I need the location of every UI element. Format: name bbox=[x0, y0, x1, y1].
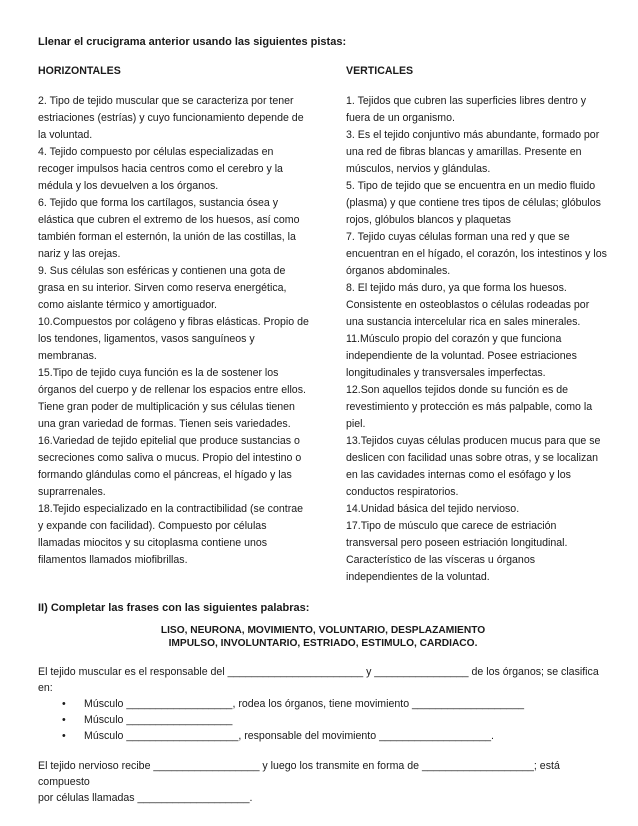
word-bank bbox=[38, 624, 608, 650]
horizontal-clue: 6. Tejido que forma los cartílagos, sustancia ósea y elástica que cubren el extremo de los huesos, así como también forman el esternón, la unión de las costillas, la nariz y las orejas. bbox=[38, 197, 300, 260]
word-bank-line: IMPULSO, INVOLUNTARIO, ESTRIADO, ESTIMULO, CARDIACO. bbox=[168, 638, 478, 649]
word-bank-line: LISO, NEURONA, MOVIMIENTO, VOLUNTARIO, DESPLAZAMIENTO bbox=[160, 625, 486, 636]
paragraph-line: El tejido muscular es el responsable del _______________________ y ________________ de los órganos; se clasifica bbox=[38, 666, 599, 678]
horizontal-clues-column bbox=[38, 63, 310, 586]
horizontal-clue: 16.Variedad de tejido epitelial que produce sustancias o secreciones como saliva o mucus. Propio del intestino o formando glándulas como el páncreas, el hígado y las suprarrenales. bbox=[38, 435, 302, 498]
paragraph-line: en: bbox=[38, 682, 53, 694]
vertical-clue: 17.Tipo de músculo que carece de estriación transversal pero poseen estriación longitudinal. Característico de las vísceras u órganos independientes de la voluntad. bbox=[346, 520, 568, 583]
muscle-types-list bbox=[38, 696, 608, 744]
vertical-clue: 13.Tejidos cuyas células producen mucus para que se deslicen con facilidad unas sobre otras, y se localizan en las cavidades internas como el esófago y los conductos respiratorios. bbox=[346, 435, 601, 498]
horizontal-clue: 9. Sus células son esféricas y contienen una gota de grasa en su interior. Sirven como reserva energética, como aislante térmico y amortiguador. bbox=[38, 265, 287, 311]
vertical-clue: 14.Unidad básica del tejido nervioso. bbox=[346, 503, 520, 515]
vertical-clues-column bbox=[346, 63, 608, 586]
vertical-clue: 3. Es el tejido conjuntivo más abundante, formado por una red de fibras blancas y amarillas. Presente en músculos, nervios y glándulas. bbox=[346, 129, 600, 175]
list-item: • Músculo __________________, rodea los órganos, tiene movimiento ___________________ bbox=[84, 696, 608, 712]
horizontal-clue: 18.Tejido especializado en la contractibilidad (se contrae y expande con facilidad). Compuesto por células llamadas miocitos y su citoplasma contiene unos filamentos llamados miofibrillas. bbox=[38, 503, 304, 566]
horizontal-clue: 15.Tipo de tejido cuya función es la de sostener los órganos del cuerpo y de rellenar los espacios entre ellos. Tiene gran poder de multiplicación y sus células tienen una gran variedad de formas. Tienen seis variedades. bbox=[38, 367, 306, 430]
clue-columns bbox=[38, 63, 608, 586]
section2-heading: II) Completar las frases con las siguientes palabras: bbox=[38, 602, 310, 614]
worksheet-page bbox=[38, 36, 608, 806]
vertical-clue: 5. Tipo de tejido que se encuentra en un medio fluido (plasma) y que contiene tres tipos de células; glóbulos rojos, glóbulos blancos y plaquetas bbox=[346, 180, 601, 226]
list-item: • Músculo __________________ bbox=[84, 712, 608, 728]
horizontal-title: HORIZONTALES bbox=[38, 65, 121, 77]
vertical-clue: 12.Son aquellos tejidos donde su función es de revestimiento y protección es más palpable, como la piel. bbox=[346, 384, 593, 430]
list-item: • Músculo ___________________, responsable del movimiento ___________________. bbox=[84, 728, 608, 744]
paragraph-line: El tejido nervioso recibe __________________ y luego los transmite en forma de ___________________; está compuesto bbox=[38, 760, 560, 788]
horizontal-clue: 2. Tipo de tejido muscular que se caracteriza por tener estriaciones (estrías) y cuyo funcionamiento depende de la voluntad. bbox=[38, 95, 304, 141]
horizontal-clue: 4. Tejido compuesto por células especializadas en recoger impulsos hacia centros como el cerebro y la médula y los devuelven a los órganos. bbox=[38, 146, 283, 192]
vertical-clue: 1. Tejidos que cubren las superficies libres dentro y fuera de un organismo. bbox=[346, 95, 587, 124]
horizontal-clue: 10.Compuestos por colágeno y fibras elásticas. Propio de los tendones, ligamentos, vasos sanguíneos y membranas. bbox=[38, 316, 309, 362]
vertical-clue: 11.Músculo propio del corazón y que funciona independiente de la voluntad. Posee estriaciones longitudinales y transversales imperfectas. bbox=[346, 333, 577, 379]
vertical-title: VERTICALES bbox=[346, 65, 414, 77]
vertical-clue: 8. El tejido más duro, ya que forma los huesos. Consistente en osteoblastos o células rodeadas por una sustancia intercelular rica en sales minerales. bbox=[346, 282, 590, 328]
paragraph-nervioso bbox=[38, 758, 608, 806]
vertical-clue: 7. Tejido cuyas células forman una red y que se encuentran en el hígado, el corazón, los intestinos y los órganos abdominales. bbox=[346, 231, 607, 277]
paragraph-line: por células llamadas ___________________. bbox=[38, 792, 253, 804]
section1-heading: Llenar el crucigrama anterior usando las siguientes pistas: bbox=[38, 36, 347, 48]
paragraph-muscular bbox=[38, 664, 608, 696]
